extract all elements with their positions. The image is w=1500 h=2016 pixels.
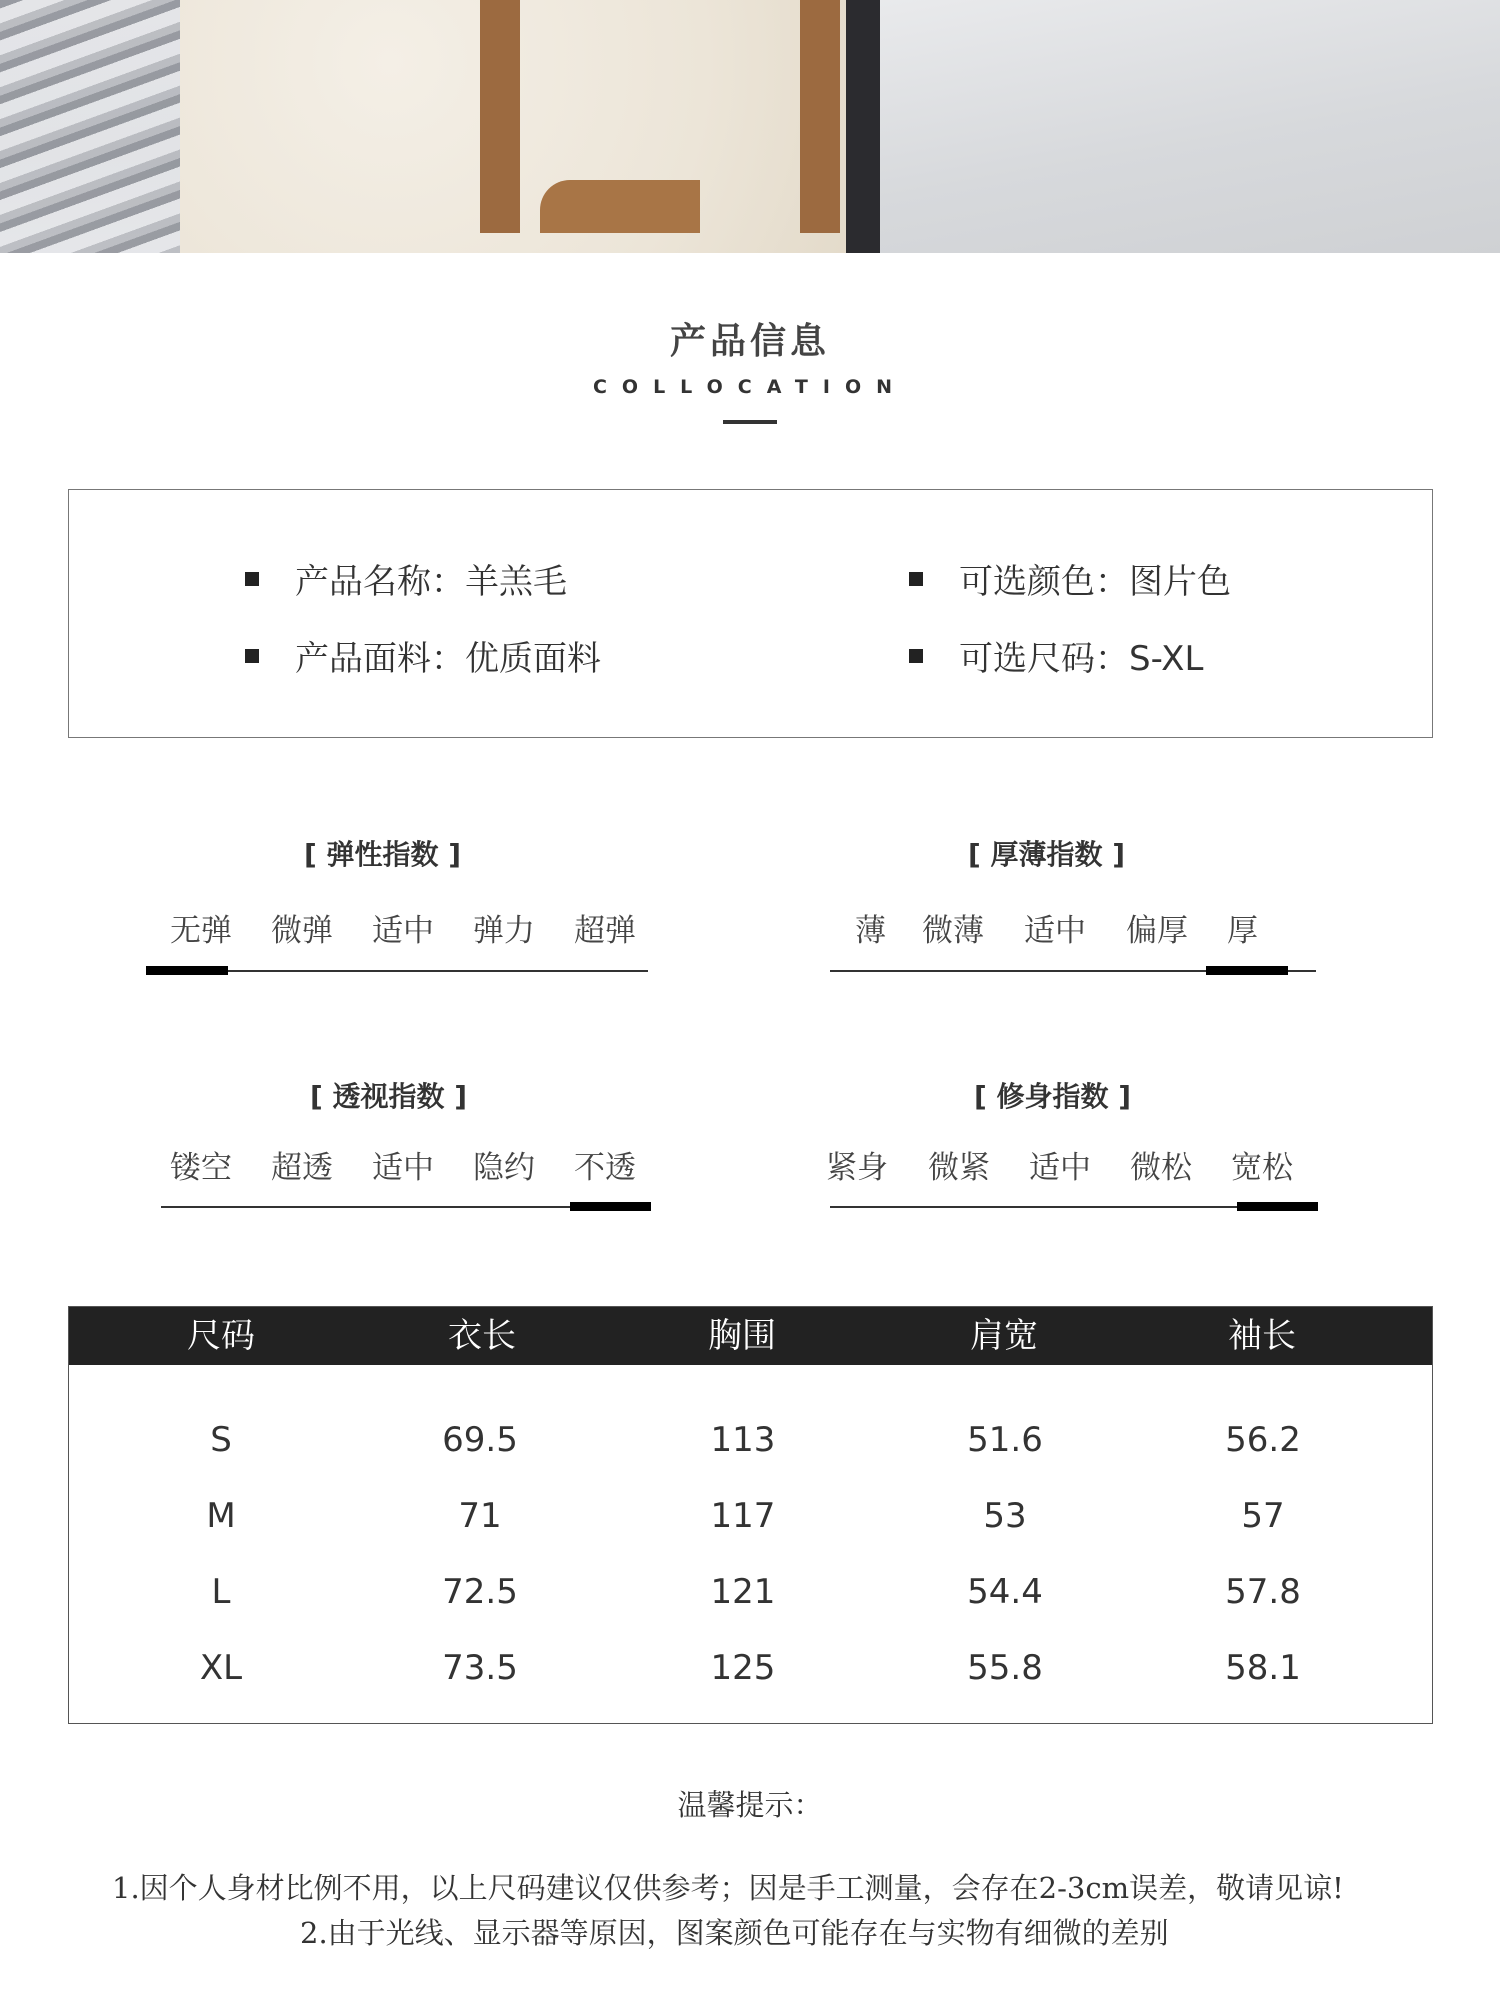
- info-fabric-text: 产品面料：优质面料: [295, 639, 601, 679]
- size-table-header-cell: 尺码: [187, 1316, 255, 1356]
- scale-options-fit: [826, 1142, 1301, 1187]
- scale-options-elasticity: [170, 905, 675, 950]
- scale-option: 偏厚: [1126, 913, 1188, 949]
- title-underline: [723, 420, 777, 424]
- size-table-cell: S: [210, 1420, 232, 1460]
- bullet-icon: [909, 572, 923, 586]
- size-table-cell: 53: [983, 1496, 1027, 1536]
- size-table-cell: 72.5: [442, 1572, 518, 1612]
- info-color: [909, 554, 1231, 603]
- scale-indicator: [570, 1202, 651, 1211]
- note-line-1: 1.因个人身材比例不用，以上尺码建议仅供参考；因是手工测量，会存在2-3cm误差，敬请见谅!: [112, 1871, 1344, 1905]
- bullet-icon: [909, 649, 923, 663]
- size-table-cell: 125: [710, 1648, 776, 1688]
- size-table-header-cell: 肩宽: [970, 1316, 1038, 1356]
- scale-option: 弹力: [473, 913, 535, 949]
- scale-title-transparency: [ 透视指数 ]: [310, 1080, 468, 1113]
- size-table-header-cell: 袖长: [1228, 1316, 1296, 1356]
- size-table-cell: 57: [1241, 1496, 1285, 1536]
- coat-suede-patch: [540, 180, 700, 233]
- scale-option: 适中: [1029, 1150, 1091, 1186]
- notes-title: 温馨提示：: [677, 1788, 823, 1822]
- scale-option: 紧身: [826, 1150, 888, 1186]
- scale-option: 镂空: [170, 1150, 232, 1186]
- scale-option: 厚: [1227, 913, 1258, 949]
- size-table-cell: 51.6: [967, 1420, 1043, 1460]
- scale-option: 超透: [271, 1150, 333, 1186]
- product-info-box: [68, 489, 1433, 738]
- size-table-cell: 121: [710, 1572, 776, 1612]
- size-table-cell: L: [211, 1572, 231, 1612]
- section-subtitle: COLLOCATION: [592, 376, 908, 398]
- bullet-icon: [245, 572, 259, 586]
- size-table-cell: 117: [710, 1496, 776, 1536]
- scale-option: 适中: [372, 1150, 434, 1186]
- scale-option: 超弹: [574, 913, 636, 949]
- scale-indicator: [1206, 966, 1288, 975]
- size-table-cell: 57.8: [1225, 1572, 1301, 1612]
- size-table-cell: 69.5: [442, 1420, 518, 1460]
- info-color-text: 可选颜色：图片色: [959, 562, 1231, 602]
- scale-indicator: [146, 966, 228, 975]
- info-product-name-text: 产品名称：羊羔毛: [295, 562, 567, 602]
- scale-option: 适中: [1024, 913, 1086, 949]
- note-line-2: 2.由于光线、显示器等原因，图案颜色可能存在与实物有细微的差别: [300, 1916, 1169, 1950]
- size-table-header-cell: 衣长: [448, 1316, 516, 1356]
- size-table-header: [69, 1307, 1432, 1365]
- size-table: [68, 1306, 1433, 1724]
- scale-option: 微薄: [922, 913, 984, 949]
- info-product-name: [245, 554, 567, 603]
- snow-background-left: [0, 0, 200, 253]
- info-fabric: [245, 631, 601, 680]
- coat-suede-trim: [480, 0, 520, 233]
- scale-option: 宽松: [1231, 1150, 1293, 1186]
- scale-option: 微松: [1130, 1150, 1192, 1186]
- size-table-cell: 55.8: [967, 1648, 1043, 1688]
- scale-option: 不透: [574, 1150, 636, 1186]
- scale-option: 隐约: [473, 1150, 535, 1186]
- scale-option: 微紧: [928, 1150, 990, 1186]
- scale-title-thickness: [ 厚薄指数 ]: [968, 838, 1126, 871]
- size-table-cell: M: [206, 1496, 236, 1536]
- size-table-cell: 56.2: [1225, 1420, 1301, 1460]
- size-table-cell: 113: [710, 1420, 776, 1460]
- size-table-header-cell: 胸围: [708, 1316, 776, 1356]
- info-size: [909, 631, 1203, 680]
- size-table-cell: 71: [458, 1496, 502, 1536]
- size-table-cell: XL: [199, 1648, 243, 1688]
- section-title: 产品信息: [669, 321, 830, 362]
- bullet-icon: [245, 649, 259, 663]
- size-table-cell: 73.5: [442, 1648, 518, 1688]
- coat-suede-trim: [800, 0, 840, 233]
- scale-option: 薄: [855, 913, 886, 949]
- info-size-text: 可选尺码：S-XL: [959, 639, 1204, 679]
- scale-option: 微弹: [271, 913, 333, 949]
- scale-indicator: [1237, 1202, 1318, 1211]
- scale-title-elasticity: [ 弹性指数 ]: [304, 838, 462, 871]
- shearling-coat: [180, 0, 880, 253]
- product-photo: [0, 0, 1500, 253]
- scale-options-thickness: [855, 905, 1287, 950]
- scale-options-transparency: [170, 1142, 675, 1187]
- snow-background-right: [880, 0, 1500, 253]
- scale-option: 适中: [372, 913, 434, 949]
- size-table-cell: 54.4: [967, 1572, 1043, 1612]
- size-table-cell: 58.1: [1225, 1648, 1301, 1688]
- scale-title-fit: [ 修身指数 ]: [974, 1080, 1132, 1113]
- scale-option: 无弹: [170, 913, 232, 949]
